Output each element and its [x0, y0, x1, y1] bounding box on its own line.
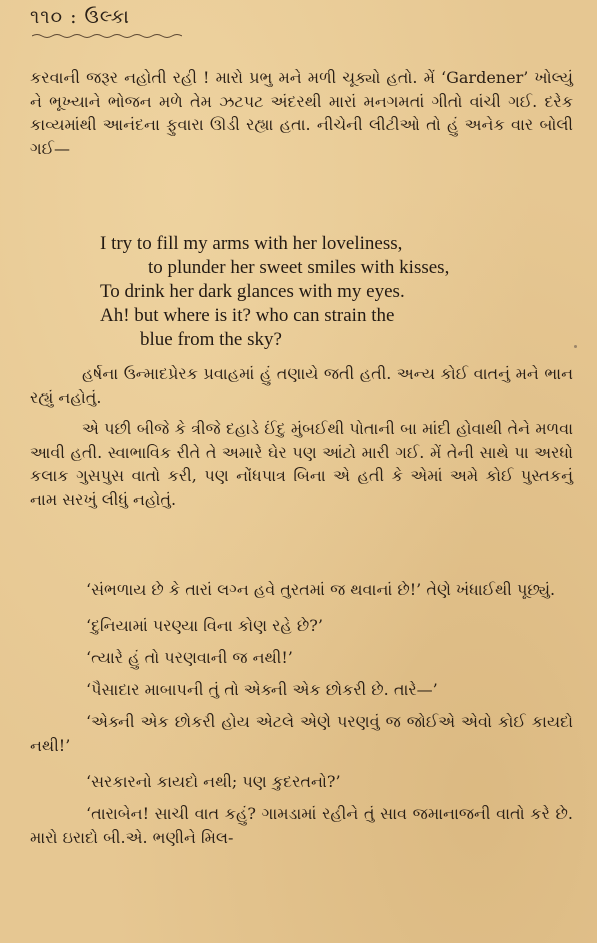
poem-line: to plunder her sweet smiles with kisses, [148, 257, 450, 278]
intro-paragraph [30, 66, 573, 160]
body-paragraphs [30, 362, 573, 511]
page-speck [574, 345, 577, 348]
dialog-line: ‘એક્ની એક છોકરી હોય એટલે એણે પરણવું જ જોઈએ એવો કોઈ કાયદો નથી!’ [30, 712, 573, 755]
paragraph: એ પછી બીજે કે ત્રીજે દહાડે ઈંદુ મુંબઈથી પોતાની બા માંદી હોવાથી તેને મળવા આવી હતી. સ્વાભાવિક રીતે તે અમારે ઘેર પણ આંટો મારી ગઈ. મેં તેની સાથે પા અરધો કલાક ગુસપુસ વાતો કરી, પણ નોંધપાત્ર બિના એ હતી કે એમાં અમે કોઈ પુસ્તકનું નામ સરખું લીધું નહોતું. [30, 419, 573, 509]
english-poem-quote [100, 232, 540, 352]
poem-line: I try to fill my arms with her loveliness, [100, 233, 403, 254]
dialog-line: ‘તારાબેન! સાચી વાત કહું? ગામડામાં રહીને તું સાવ જમાનાજની વાતો કરે છે. મારો ઇરાદો બી.એ. ભણીને મિલ- [30, 804, 573, 847]
dialog-section [30, 578, 573, 862]
page-header: ૧૧૦ : ઉલ્કા [30, 6, 130, 28]
dialog-line: ‘પૈસાદાર માબાપની તું તો એક્ની એક છોકરી છે. તારે—’ [86, 680, 438, 699]
dialog-line: ‘દુનિયામાં પરણ્યા વિના કોણ રહે છે?’ [86, 616, 323, 635]
dialog-line: ‘ત્યારે હું તો પરણવાની જ નથી!’ [86, 648, 293, 667]
paragraph: હર્ષના ઉન્માદપ્રેરક પ્રવાહમાં હું તણાયે જતી હતી. અન્ય કોઈ વાતનું મને ભાન રહ્યું નહોતું. [30, 364, 573, 407]
header-ornament-rule [32, 33, 182, 39]
dialog-line: ‘સંભળાય છે કે તારાં લગ્ન હવે તુરતમાં જ થવાનાં છે!’ તેણે ખંધાઈથી પૂછ્યું. [86, 580, 556, 599]
dialog-line: ‘સરકારનો કાયદો નથી; પણ કુદરતનો?’ [86, 772, 341, 791]
poem-line: To drink her dark glances with my eyes. [100, 281, 405, 302]
intro-text: કરવાની જરૂર નહોતી રહી ! મારો પ્રભુ મને મળી ચૂક્યો હતો. મેં ‘Gardener’ ખોલ્યું ને ભૂખ્યાને ભોજન મળે તેમ ઝટપટ અંદરથી મારાં મનગમતાં ગીતો વાંચી ગઈ. દરેક કાવ્યમાંથી આનંદના ફુવારા ઊડી રહ્યા હતા. નીચેની લીટીઓ તો હું અનેક વાર બોલી ગઈ— [30, 68, 573, 158]
poem-line: blue from the sky? [140, 329, 282, 350]
poem-line: Ah! but where is it? who can strain the [100, 305, 395, 326]
